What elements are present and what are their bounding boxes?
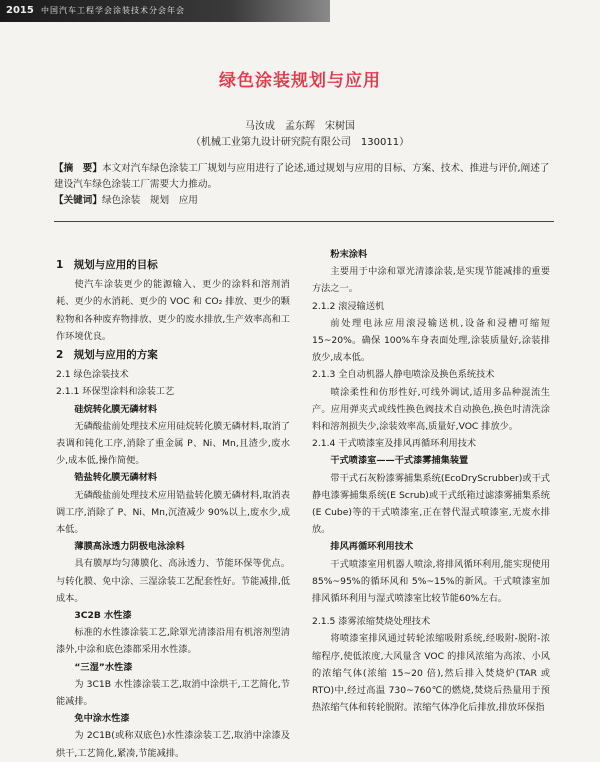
paragraph: 干式喷漆室用机器人喷涂,将排风循环利用,能实现使用 85%~95%的循环风和 5%~15%的新风。干式喷漆室加排风循环利用与湿式喷漆室比较节能60%左右。 [312,558,550,605]
paragraph: 为 3C1B 水性漆涂装工艺,取消中涂烘干,工艺简化,节能减排。 [56,678,290,708]
paragraph: 将喷漆室排风通过转轮浓缩吸附系统,经吸附-脱附-浓缩程序,使低浓度,大风量含 VOC 的排风浓缩为高浓、小风的浓缩气体(浓缩 15~20 倍),然后排入焚烧炉(TAR 或 RTO)中,经过高温 730~760℃的燃烧,焚烧后热量用于预热浓缩气体和转轮脱附。浓缩气体净化后排放,排放环保指 [312,633,550,714]
subsection-heading: 2.1.4 干式喷漆室及排风再循环利用技术 [312,438,477,450]
right-column [312,246,550,716]
left-column [56,255,290,762]
subsection-heading: 2.1.3 全自动机器人静电喷涂及换色系统技术 [312,369,495,381]
subsection-heading: 2.1.1 环保型涂料和涂装工艺 [56,386,175,398]
item-heading: 3C2B 水性漆 [74,610,132,622]
item-heading: 硅烷转化膜无磷材料 [74,403,158,415]
section-heading: 1 规划与应用的目标 [56,259,158,271]
affiliation: （机械工业第九设计研究院有限公司 130011） [190,137,410,148]
keywords-label: 【关键词】 [54,195,102,206]
abstract [54,161,554,193]
paragraph: 主要用于中涂和罩光清漆涂装,是实现节能减排的重要方法之一。 [312,266,550,295]
subsection-heading: 2.1 绿色涂装技术 [56,369,129,381]
item-heading: 免中涂水性漆 [74,713,130,725]
banner-year: 2015 [6,5,34,16]
item-heading: 排风再循环利用技术 [330,541,414,553]
item-heading: 薄膜高泳透力阴极电泳涂料 [74,541,185,553]
journal-banner [0,0,330,22]
paragraph: 带干式石灰粉漆雾捕集系统(EcoDryScrubber)或干式静电漆雾捕集系统(E Scrub)或干式纸箱过滤漆雾捕集系统(E Cube)等的干式喷漆室,正在替代湿式喷漆室,无废水排放。 [312,472,550,536]
abstract-block [54,161,554,209]
paragraph: 无磷酸盐前处理技术应用锆盐转化膜无磷材料,取消表调工序,消除了 P、Ni、Mn,沉渣减少 90%以上,废水少,成本低。 [56,489,290,536]
paragraph: 具有膜厚均匀薄膜化、高泳透力、节能环保等优点。与转化膜、免中涂、三湿涂装工艺配套性好。节能减排,低成本。 [56,558,290,604]
item-heading: “三湿”水性漆 [74,661,133,673]
paragraph: 喷涂柔性和仿形性好,可线外调试,适用多品种混流生产。应用弹夹式或线性换色阀技术自动换色,换色时清洗涂料和溶剂损失少,涂装效率高,质量好,VOC 排放少。 [312,386,550,433]
keywords-text: 绿色涂装 规划 应用 [101,195,198,206]
abstract-label: 【摘 要】 [54,163,102,174]
paragraph: 标准的水性漆涂装工艺,除罩光清漆沿用有机溶剂型清漆外,中涂和底色漆都采用水性漆。 [56,627,290,656]
keywords [54,193,554,209]
authors: 马汝成 孟东辉 宋树国 [245,121,355,132]
section-heading: 2 规划与应用的方案 [56,349,158,362]
paragraph: 使汽车涂装更少的能源输入、更少的涂料和溶剂消耗、更少的水消耗、更少的 VOC 和 CO₂ 排放、更少的颗粒物和各种废弃物排放、更少的废水排放,生产效率高和工作环境优良。 [56,279,290,342]
abstract-divider [54,221,554,222]
subsection-heading: 2.1.2 滚浸输送机 [312,300,385,312]
paragraph: 无磷酸盐前处理技术应用硅烷转化膜无磷材料,取消了表调和钝化工序,消除了重金属 P、Ni、Mn,且渣少,废水少,成本低,操作简便。 [56,420,290,467]
paper-title: 绿色涂装规划与应用 [219,71,381,91]
abstract-text: 本文对汽车绿色涂装工厂规划与应用进行了论述,通过规划与应用的目标、方案、技术、推进与评价,阐述了建设汽车绿色涂装工厂需要大力推动。 [54,163,550,190]
item-heading: 锆盐转化膜无磷材料 [74,472,158,484]
paragraph: 为 2C1B(或称双底色)水性漆涂装工艺,取消中涂漆及烘干,工艺简化,紧凑,节能减排。 [56,730,290,759]
item-heading: 干式喷漆室——干式漆雾捕集装置 [330,455,469,467]
banner-journal: 中国汽车工程学会涂装技术分会年会 [41,6,186,15]
subsection-heading: 2.1.5 漆雾浓缩焚烧处理技术 [312,616,431,628]
paragraph: 前处理电泳应用滚浸输送机,设备和浸槽可缩短 15~20%。确保 100%车身表面处理,涂装质量好,涂装排放少,成本低。 [312,317,550,364]
item-heading: 粉末涂料 [330,249,368,260]
